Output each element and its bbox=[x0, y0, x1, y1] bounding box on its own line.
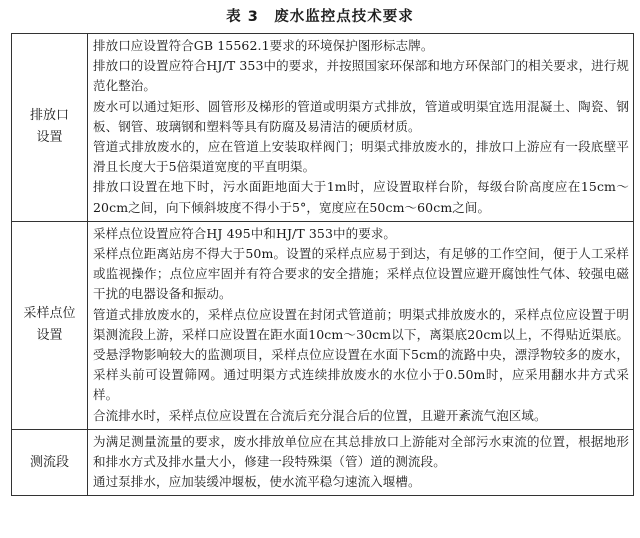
row-label-line: 测流段 bbox=[29, 454, 69, 470]
row-content-flow-section bbox=[88, 429, 634, 496]
row-label-line: 设置 bbox=[36, 130, 63, 146]
table-title: 表 3 废水监控点技术要求 bbox=[226, 8, 414, 25]
requirement-paragraph: 通过泵排水，应加装缓冲堰板，使水流平稳匀速流入堰槽。 bbox=[93, 474, 421, 490]
requirement-paragraph: 采样点位设置应符合HJ 495中和HJ/T 353中的要求。 bbox=[93, 225, 397, 241]
requirement-paragraph: 废水可以通过矩形、圆管形及梯形的管道或明渠方式排放，管道或明渠宜选用混凝土、陶瓷、钢板、钢管、玻璃钢和塑料等具有防腐及易清洁的硬质材质。 bbox=[93, 98, 629, 134]
table-row bbox=[12, 221, 634, 429]
requirement-paragraph: 排放口的设置应符合HJ/T 353中的要求，并按照国家环保部和地方环保部门的相关要求，进行规范化整治。 bbox=[93, 58, 629, 94]
row-label-line: 排放口 bbox=[29, 108, 69, 124]
table-row bbox=[12, 429, 634, 496]
requirement-paragraph: 管道式排放废水的，采样点位应设置在封闭式管道前；明渠式排放废水的，采样点位应设置于明渠测流段上游，采样口应设置在距水面10cm～30cm以下，离渠底20cm以上，不得贴近渠底。受悬浮物影响较大的监测项目，采样点位应设置在水面下5cm的流路中央，漂浮物较多的废水，采样头前可设置筛网。通过明渠方式连续排放废水的水位小于0.50m时，应采用翻水井方式采样。 bbox=[93, 306, 629, 403]
requirement-paragraph: 采样点位距离站房不得大于50m。设置的采样点应易于到达，有足够的工作空间，便于人工采样或监视操作；点位应牢固并有符合要求的安全措施；采样点位设置应避开腐蚀性气体、较强电磁干扰的电器设备和振动。 bbox=[93, 246, 629, 302]
requirement-paragraph: 管道式排放废水的，应在管道上安装取样阀门；明渠式排放废水的，排放口上游应有一段底壁平滑且长度大于5倍渠道宽度的平直明渠。 bbox=[93, 139, 629, 175]
row-label-flow-section bbox=[12, 429, 88, 496]
requirement-paragraph: 合流排水时，采样点位应设置在合流后充分混合后的位置，且避开紊流气泡区域。 bbox=[93, 407, 547, 423]
row-label-line: 设置 bbox=[36, 328, 63, 344]
requirements-table bbox=[11, 33, 634, 496]
table-row bbox=[12, 34, 634, 222]
requirement-paragraph: 为满足测量流量的要求，废水排放单位应在其总排放口上游能对全部污水束流的位置，根据地形和排水方式及排水量大小，修建一段特殊渠（管）道的测流段。 bbox=[93, 433, 629, 470]
row-label-sampling bbox=[12, 221, 88, 429]
row-content-sampling bbox=[88, 221, 634, 429]
row-label-outlet bbox=[12, 34, 88, 222]
requirement-paragraph: 排放口应设置符合GB 15562.1要求的环境保护图形标志牌。 bbox=[93, 38, 434, 53]
row-label-line: 采样点位 bbox=[23, 306, 76, 322]
requirement-paragraph: 排放口设置在地下时，污水面距地面大于1m时，应设置取样台阶，每级台阶高度应在15cm～20cm之间，向下倾斜坡度不得小于5°，宽度应在50cm～60cm之间。 bbox=[93, 179, 629, 215]
row-content-outlet bbox=[88, 34, 634, 222]
